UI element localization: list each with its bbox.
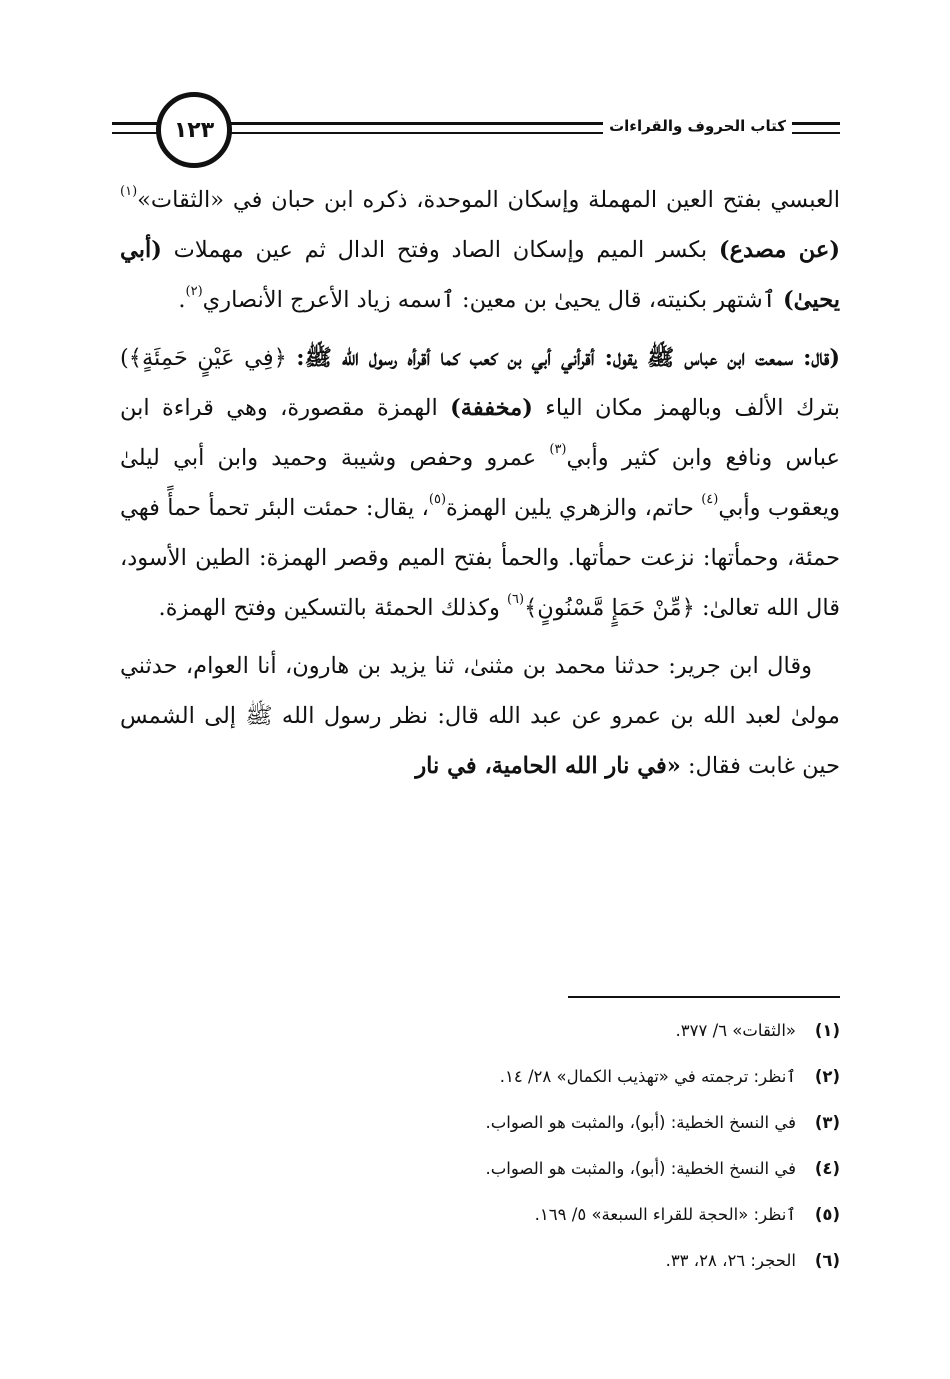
footnote-text: في النسخ الخطية: (أبو)، والمثبت هو الصواب. xyxy=(485,1113,796,1132)
footnote-item xyxy=(120,1100,840,1146)
p2-text-5: ، يقال: حمئت البئر تحمأ حمأً فهي حمئة، وحمأتها: نزعت حمأتها. والحمأ بفتح الميم وقصر الهمزة: الطين الأسود، قال الله تعالىٰ: ﴿مِّنْ حَمَإٍ مَّسْنُونٍ﴾ xyxy=(120,495,840,621)
footnote-number: (٥) xyxy=(814,1205,840,1224)
p2-text-3: عمرو وحفص وشيبة وحميد وابن أبي ليلىٰ ويعقوب وأبي xyxy=(120,445,840,521)
footnote-item xyxy=(120,1238,840,1284)
p1-thiqat: «الثقات» xyxy=(137,187,224,213)
footnote-item xyxy=(120,1192,840,1238)
header-rule-left xyxy=(112,122,162,125)
p2-hadith: (قال: سمعت ابن عباس ﷺ يقول: أقرأني أبي بن كعب كما أقرأه رسول الله ﷺ: xyxy=(296,345,840,371)
p3-hadith: «في نار الله الحامية، في نار xyxy=(415,753,681,779)
p1-line3-rest: ٱشتهر بكنيته، قال يحيىٰ بن معين: ٱسمه xyxy=(397,287,784,313)
footnote-number: (١) xyxy=(814,1021,840,1040)
footnote-ref-4: (٤) xyxy=(701,492,719,507)
p1-line3-start: عين مهملات xyxy=(161,237,293,263)
footnote-ref-5: (٥) xyxy=(428,492,447,507)
p3-text: وقال ابن جرير: حدثنا محمد بن مثنىٰ، ثنا يزيد بن هارون، أنا العوام، حدثني مولىٰ لعبد الله بن عمرو عن عبد الله قال: نظر رسول الله ﷺ إلى الشمس حين غابت فقال: xyxy=(120,653,840,779)
footnote-ref-3: (٣) xyxy=(549,442,567,457)
page-number: ١٢٣ xyxy=(173,117,215,143)
footnote-text: «الثقات» ٦/ ٣٧٧. xyxy=(675,1021,796,1040)
page-header xyxy=(112,92,840,172)
p1-line1: العبسي بفتح العين المهملة وإسكان الموحدة، ذكره ابن حبان في xyxy=(232,187,841,213)
p2-quran-1: ﴿فِي عَيْنٍ حَمِئَةٍ﴾ xyxy=(128,345,297,371)
footnote-text: ٱنظر: ترجمته في «تهذيب الكمال» ٢٨/ ١٤. xyxy=(499,1067,796,1086)
p1-line4-end: . xyxy=(178,287,186,313)
paragraph-1 xyxy=(120,175,840,325)
footnote-ref-6: (٦) xyxy=(506,592,525,607)
footnote-text: الحجر: ٢٦، ٢٨، ٣٣. xyxy=(665,1251,796,1270)
p1-line2-rest: بكسر الميم وإسكان الصاد وفتح الدال ثم xyxy=(304,237,719,263)
footnote-separator xyxy=(568,996,840,998)
footnote-number: (٣) xyxy=(814,1113,840,1132)
p2-text-6: وكذلك الحمئة بالتسكين وفتح الهمزة. xyxy=(158,595,507,621)
p1-musaddi: (عن مصدع) xyxy=(718,237,841,263)
header-rule-left-lower xyxy=(112,132,162,134)
footnote-text: في النسخ الخطية: (أبو)، والمثبت هو الصواب. xyxy=(485,1159,796,1178)
main-text xyxy=(120,175,840,791)
p2-text-4: حاتم، والزهري يلين الهمزة xyxy=(446,495,702,521)
footnote-number: (٦) xyxy=(814,1251,840,1270)
footnote-ref-1: (١) xyxy=(120,184,138,199)
p1-abi-yahya: (أبي يحيىٰ) xyxy=(120,237,840,313)
footnote-number: (٢) xyxy=(814,1067,840,1086)
paragraph-3 xyxy=(120,641,840,791)
running-title: كتاب الحروف والقراءات xyxy=(603,117,792,135)
p1-line4: زياد الأعرج الأنصاري xyxy=(202,287,391,313)
footnote-item xyxy=(120,1146,840,1192)
p2-text-1: ) بترك الألف وبالهمز مكان الياء xyxy=(120,345,840,421)
footnote-item xyxy=(120,1008,840,1054)
p2-text-2: الهمزة مقصورة، وهي قراءة ابن عباس ونافع وابن كثير وأبي xyxy=(120,395,840,471)
p2-mukhaffafa: (مخففة) xyxy=(450,395,533,421)
paragraph-2 xyxy=(120,333,840,633)
page-number-circle xyxy=(156,92,232,168)
footnote-number: (٤) xyxy=(814,1159,840,1178)
footnote-text: ٱنظر: «الحجة للقراء السبعة» ٥/ ١٦٩. xyxy=(534,1205,796,1224)
footnotes xyxy=(120,1008,840,1284)
footnote-ref-2: (٢) xyxy=(185,284,203,299)
footnote-item xyxy=(120,1054,840,1100)
